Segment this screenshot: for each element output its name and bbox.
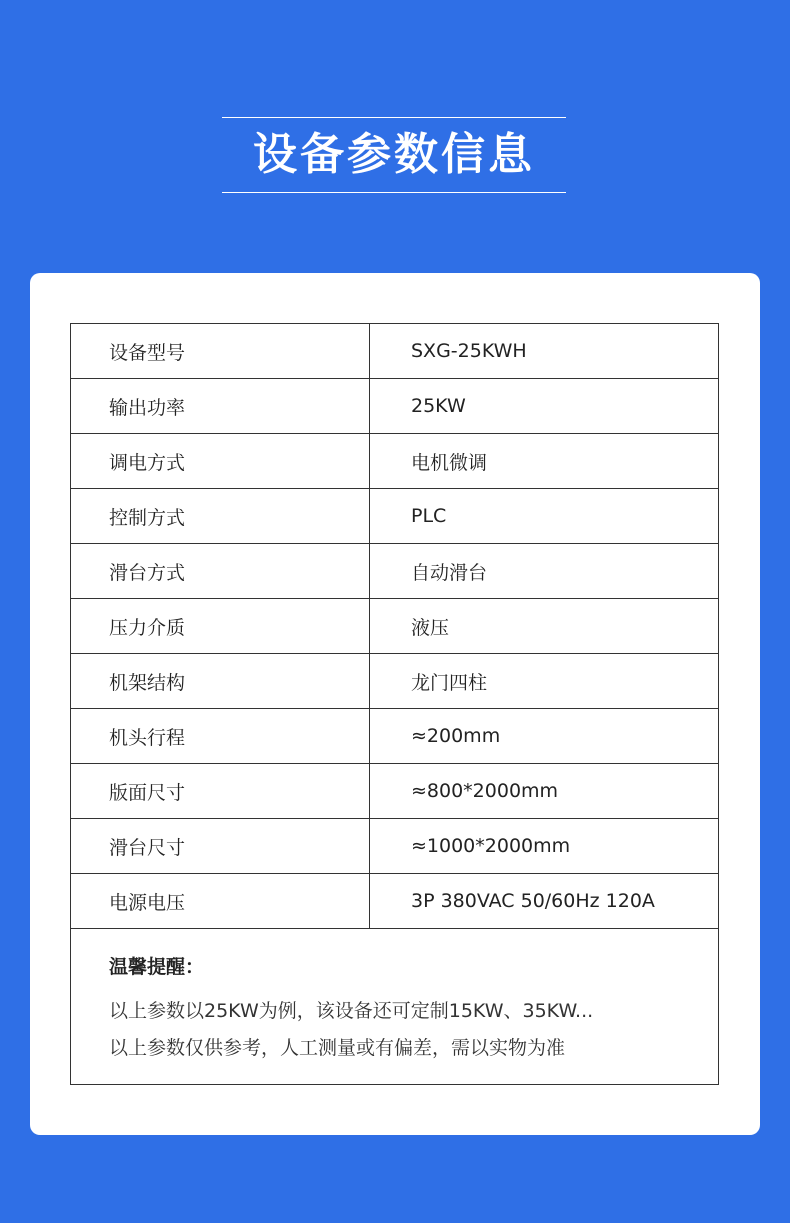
spec-value: 龙门四柱 — [411, 671, 488, 694]
spec-label: 版面尺寸 — [71, 764, 370, 818]
table-row — [71, 654, 718, 709]
table-row — [71, 434, 718, 489]
spec-value: ≈1000*2000mm — [411, 835, 571, 857]
spec-label: 调电方式 — [71, 434, 370, 488]
page-title-frame — [222, 117, 566, 193]
spec-label: 压力介质 — [71, 599, 370, 653]
notes-section — [71, 929, 718, 1084]
spec-label: 机架结构 — [71, 654, 370, 708]
spec-value: 自动滑台 — [411, 561, 488, 584]
spec-value: ≈200mm — [411, 725, 501, 747]
table-row — [71, 599, 718, 654]
spec-label: 机头行程 — [71, 709, 370, 763]
spec-table — [70, 323, 719, 1085]
spec-value: ≈800*2000mm — [411, 780, 559, 802]
spec-value: 3P 380VAC 50/60Hz 120A — [411, 890, 655, 912]
spec-label: 电源电压 — [71, 874, 370, 928]
spec-value: SXG-25KWH — [411, 340, 527, 362]
table-row — [71, 544, 718, 599]
notes-line: 以上参数以25KW为例，该设备还可定制15KW、35KW... — [109, 1000, 594, 1022]
table-row — [71, 709, 718, 764]
spec-value: 液压 — [411, 616, 450, 639]
spec-value: PLC — [411, 505, 447, 527]
notes-line: 以上参数仅供参考，人工测量或有偏差，需以实物为准 — [109, 1037, 566, 1059]
spec-value: 25KW — [411, 395, 466, 417]
spec-label: 输出功率 — [71, 379, 370, 433]
spec-label: 滑台方式 — [71, 544, 370, 598]
notes-title: 温馨提醒： — [109, 956, 205, 978]
table-row — [71, 764, 718, 819]
spec-label: 控制方式 — [71, 489, 370, 543]
table-row — [71, 489, 718, 544]
table-row — [71, 819, 718, 874]
spec-value: 电机微调 — [411, 451, 488, 474]
page-title: 设备参数信息 — [253, 129, 535, 180]
table-row — [71, 379, 718, 434]
spec-label: 滑台尺寸 — [71, 819, 370, 873]
spec-label: 设备型号 — [71, 324, 370, 378]
table-row — [71, 874, 718, 929]
spec-card — [30, 273, 760, 1135]
table-row — [71, 324, 718, 379]
